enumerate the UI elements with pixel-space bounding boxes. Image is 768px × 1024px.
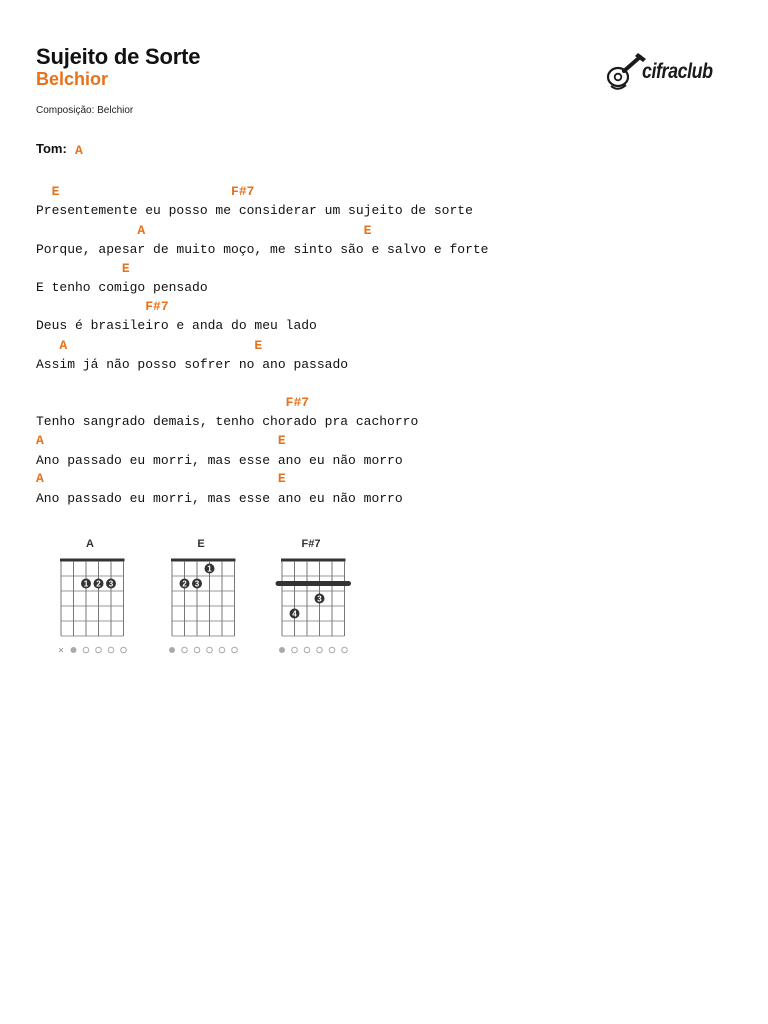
chord-line[interactable]: A E [36,433,286,448]
open-string-marker [108,647,114,653]
chord-line[interactable]: E F#7 [36,184,255,199]
finger-number: 3 [317,594,322,604]
chord-line[interactable]: E [36,261,130,276]
chord-diagram[interactable] [45,538,135,653]
finger-number: 1 [207,564,212,574]
finger-number: 3 [194,579,200,589]
chord-line[interactable]: F#7 [36,299,169,314]
chord-diagram-name: A [86,538,94,550]
chord-line[interactable]: A E [36,223,372,238]
open-string-marker [83,647,89,653]
finger-number: 2 [182,579,187,589]
fretboard [156,554,246,654]
chord-diagram-name: E [197,538,205,550]
fretboard [45,554,135,654]
open-string-marker [182,647,188,653]
lyric-line: Presentemente eu posso me considerar um sujeito de sorte [36,203,473,218]
song-title: Sujeito de Sorte [36,44,201,69]
artist-name[interactable]: Belchior [36,69,109,89]
chord-line[interactable]: F#7 [36,395,310,410]
lyric-line: Deus é brasileiro e anda do meu lado [36,318,317,333]
lyric-line: E tenho comigo pensado [36,280,208,295]
open-string-marker [207,647,213,653]
open-string-marker [342,647,348,653]
open-string-marker [232,647,238,653]
lyric-line: Porque, apesar de muito moço, me sinto são e salvo e forte [36,242,489,257]
finger-number: 1 [83,579,89,589]
chord-line[interactable]: A E [36,338,263,353]
root-string-marker [279,647,285,653]
open-string-marker [292,647,298,653]
cifraclub-logo [606,48,720,94]
nut [171,559,236,562]
chord-line[interactable]: A E [36,471,286,486]
lyric-line: Tenho sangrado demais, tenho chorado pra cachorro [36,414,419,429]
finger-number: 4 [292,609,297,619]
tom-label: Tom: [36,141,67,156]
chord-diagram-name: F#7 [301,538,321,550]
lyric-line: Assim já não posso sofrer no ano passado [36,357,349,372]
open-string-marker [96,647,102,653]
nut [281,559,346,562]
open-string-marker [219,647,225,653]
lyric-line: Ano passado eu morri, mas esse ano eu não morro [36,453,403,468]
open-string-marker [121,647,127,653]
composer-credit: Composição: Belchior [36,105,134,116]
open-string-marker [329,647,335,653]
muted-string-marker: × [58,645,64,654]
lyric-line: Ano passado eu morri, mas esse ano eu não morro [36,491,403,506]
finger-number: 3 [108,579,114,589]
chord-diagram[interactable] [156,538,246,653]
fretboard [266,554,356,654]
chord-diagram[interactable] [266,538,356,653]
nut [60,559,125,562]
root-string-marker [169,647,175,653]
open-string-marker [194,647,200,653]
open-string-marker [317,647,323,653]
logo-text: cifraclub [642,60,713,83]
root-string-marker [71,647,77,653]
finger-number: 2 [96,579,101,589]
tom-value: A [75,143,83,158]
open-string-marker [304,647,310,653]
